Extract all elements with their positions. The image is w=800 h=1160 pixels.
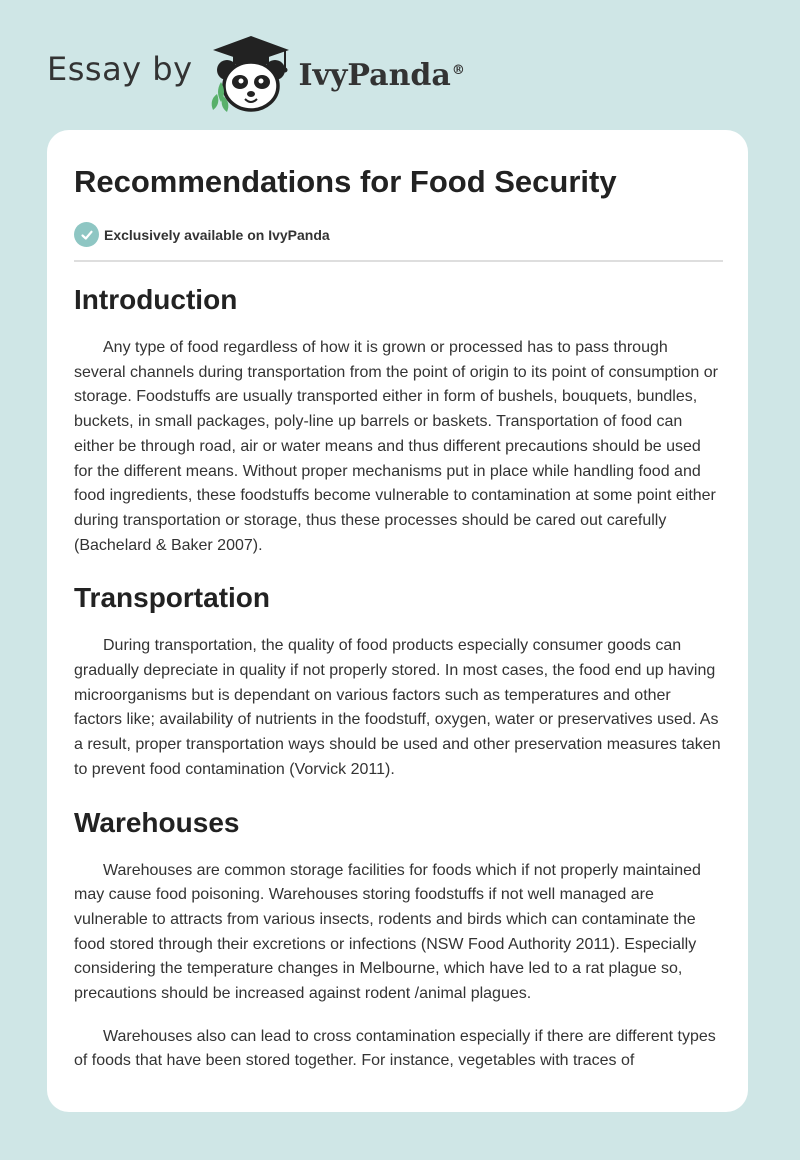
paragraph: Any type of food regardless of how it is grown or processed has to pass through several channels during transportation from the point of origin to its point of consumption or storage. Foodstuffs are usually transported either in form of bushels, bouquets, bundles, buckets, in small packages, poly-line up barrels or baskets. Transportation of food can either be through road, air or water means and thus different precautions should be used for the different means. Without proper mechanisms put in place while handling food and food ingredients, these foodstuffs become vulnerable to contamination at some point either during transportation or storage, thus these processes should be cared out carefully (Bachelard & Baker 2007). [74,339,718,554]
section-heading-warehouses: Warehouses [74,806,240,838]
paragraph: Warehouses also can lead to cross contamination especially if there are different types of foods that have been stored together. For instance, vegetables with traces of [74,1027,716,1070]
exclusive-badge [74,222,330,247]
check-icon [74,222,99,247]
ivypanda-logo-icon[interactable] [207,30,295,116]
page-title: Recommendations for Food Security [74,164,617,199]
section-heading-transportation: Transportation [74,582,271,614]
paragraph: During transportation, the quality of food products especially consumer goods can gradually depreciate in quality if not properly stored. In most cases, the food end up having microorganisms but is dependant on various factors such as temperatures and other factors like; availability of nutrients in the foodstuff, oxygen, water or preservatives used. As a result, proper transportation ways should be used and other preservation measures taken to prevent food contamination (Vorvick 2011). [74,637,721,778]
essay-by-label: Essay by [47,50,193,88]
exclusive-label: Exclusively available on IvyPanda [104,226,330,243]
article-body [74,282,723,1096]
divider [74,260,723,262]
site-header [47,30,465,116]
brand-name[interactable]: IvyPanda® [298,57,465,93]
section-heading-introduction: Introduction [74,284,238,315]
article-card [47,130,748,1112]
paragraph: Warehouses are common storage facilities for foods which if not properly maintained may cause food poisoning. Warehouses storing foodstuffs if not well managed are vulnerable to attracts from various insects, rodents and birds which can contaminate the food stored through their excretions or infections (NSW Food Authority 2011). Especially considering the temperature changes in Melbourne, which have led to a rat plague so, precautions should be increased against rodent /animal plagues. [74,861,701,1003]
registered-mark: ® [451,62,465,78]
